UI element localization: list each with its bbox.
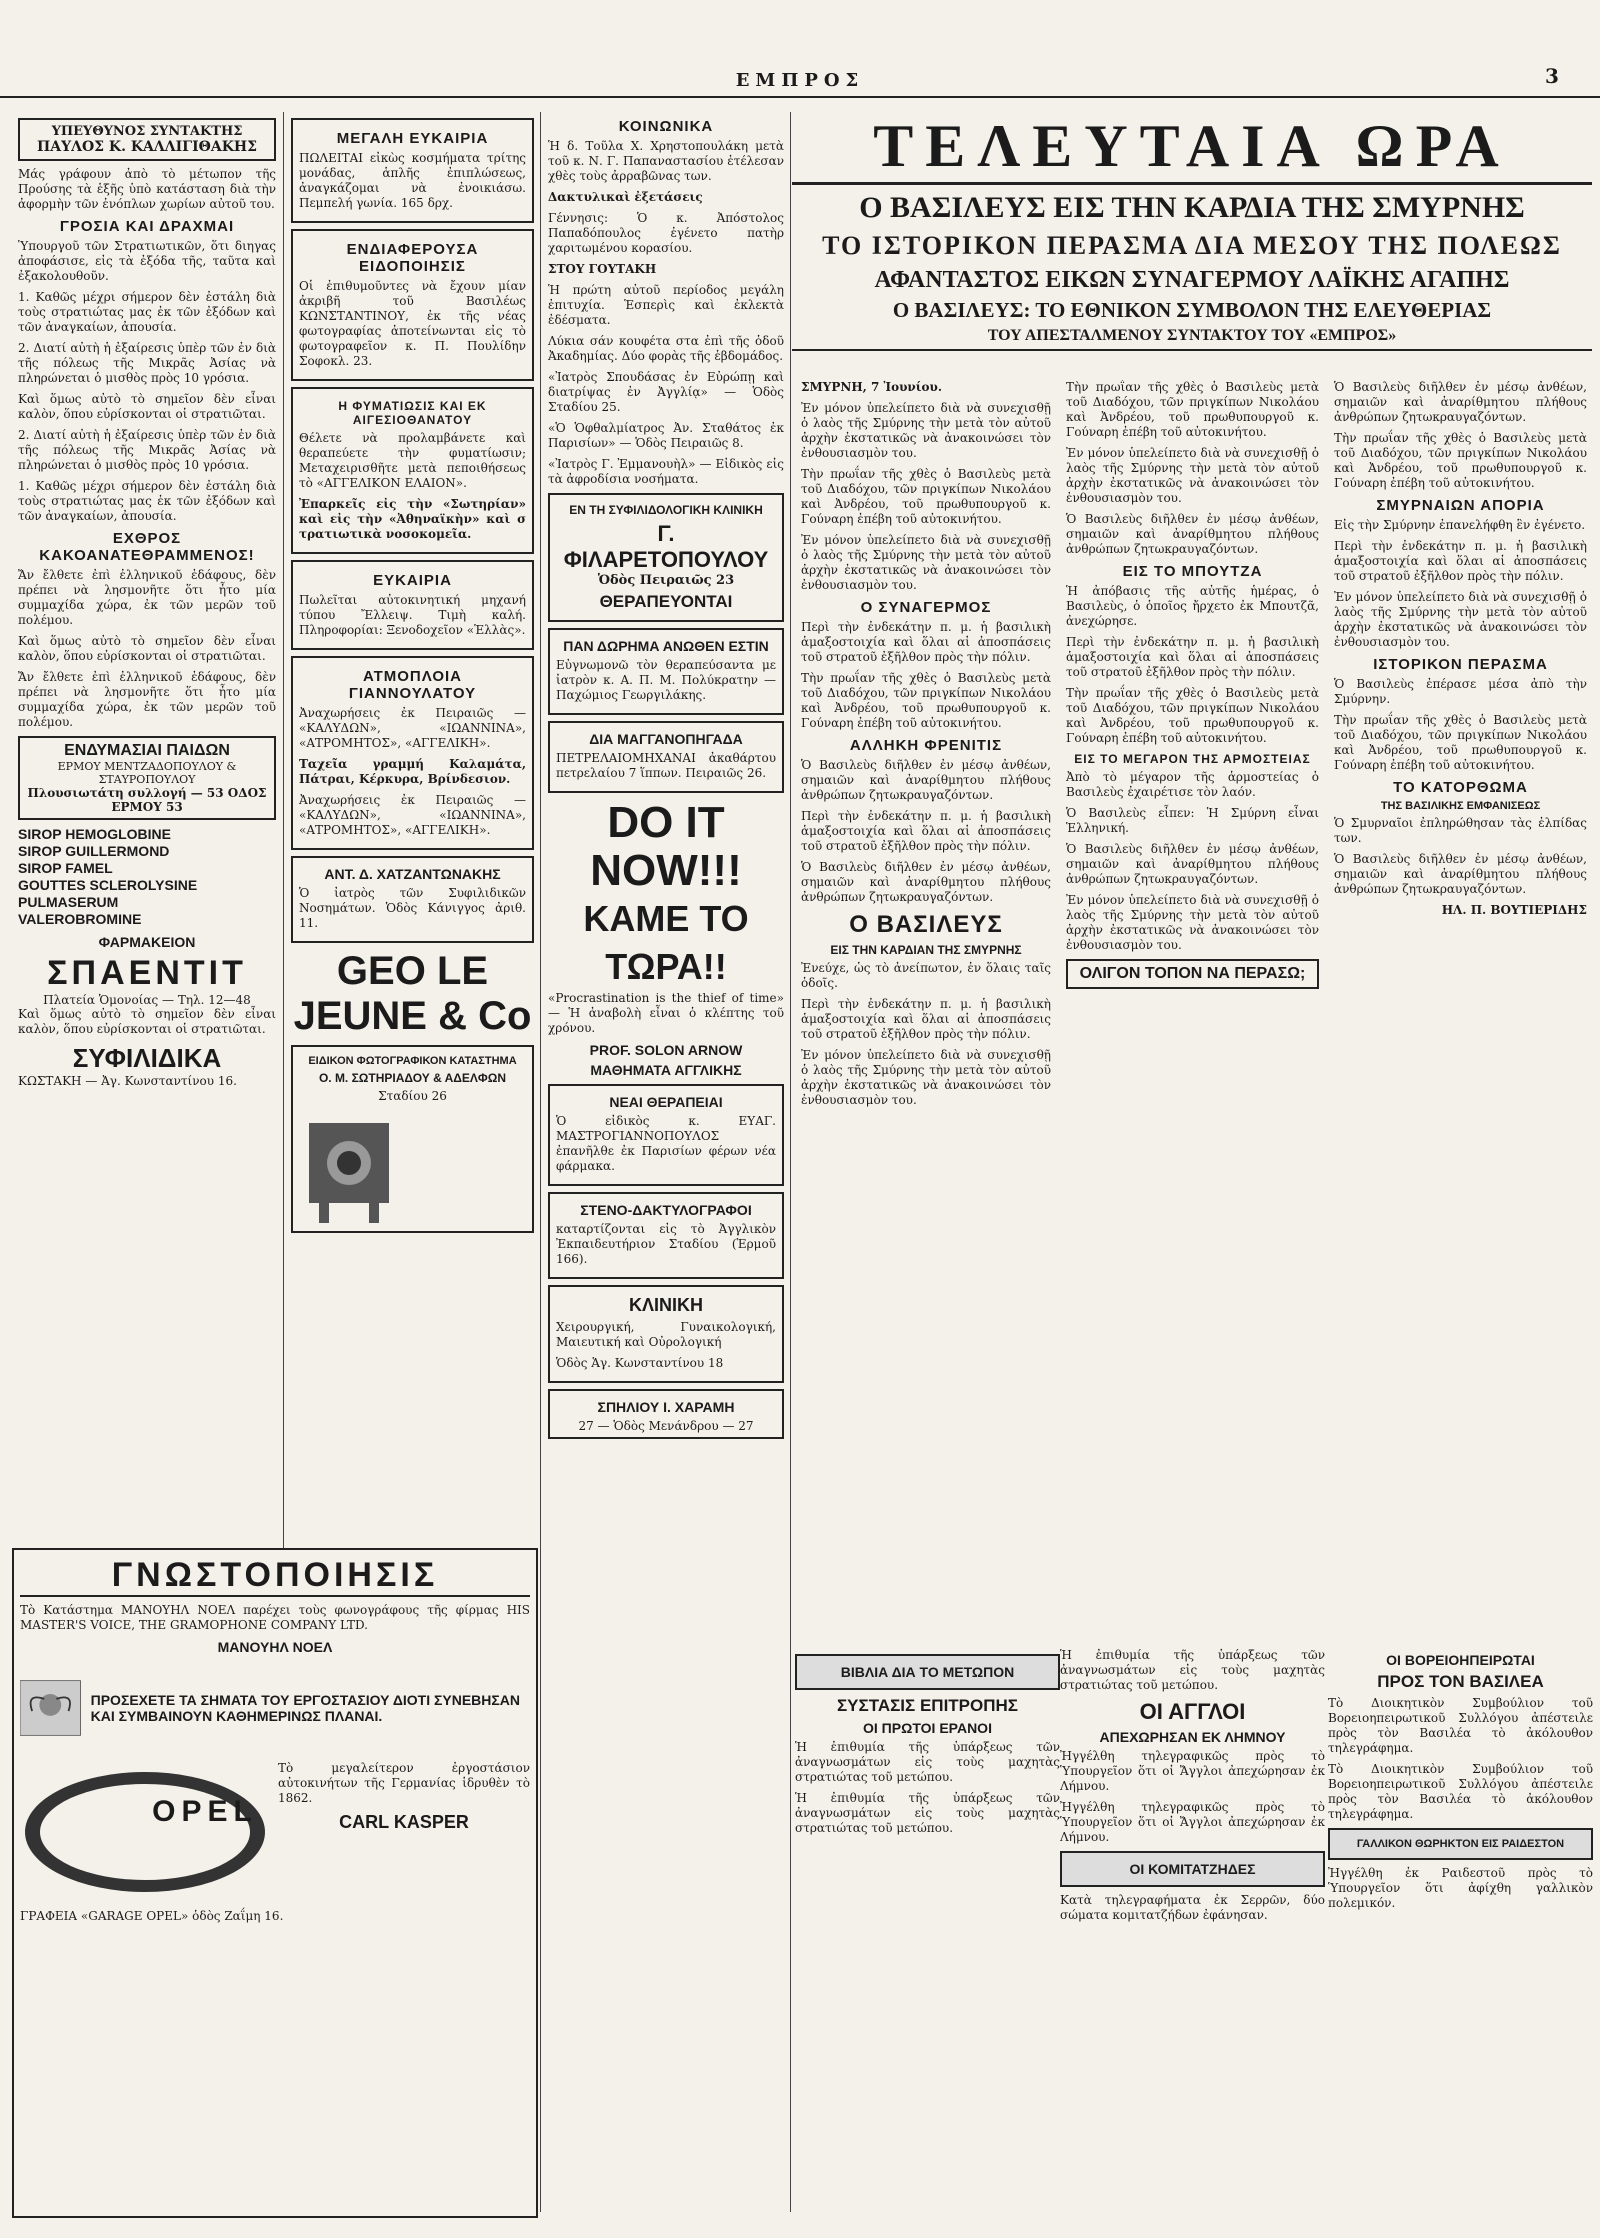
article-text: Κατὰ τηλεγραφήματα ἐκ Σερρῶν, δύο σώματα κομιτατζήδων ἐφάνησαν. — [1060, 1893, 1325, 1922]
ad-bargain — [291, 560, 534, 650]
ad-wells — [548, 721, 784, 793]
article-text: 1. Καθῶς μέχρι σήμερον δὲν ἐστάλη διὰ τοὺς στρατιώτας μας ἐκ τῶν ἐξόδων καὶ τῶν ἀναγκαίων, ἀπουσία. — [18, 479, 276, 523]
article-text: Ἐν μόνον ὑπελείπετο διὰ νὰ συνεχισθῇ ὁ λαὸς τῆς Σμύρνης τὴν μετὰ τὸν αὐτοῦ ἀρχὴν ἐκστατικῶς νὰ ἀνακοινώσει τὸν ἐνθουσιασμὸν του. — [1334, 590, 1587, 649]
ad-trademark-row — [20, 1663, 530, 1753]
headline-sub: ΤΟ ΙΣΤΟΡΙΚΟΝ ΠΕΡΑΣΜΑ ΔΙΑ ΜΕΣΟΥ ΤΗΣ ΠΟΛΕΩΣ — [822, 231, 1562, 260]
ad-name: Ο. Μ. ΣΩΤΗΡΙΑΔΟΥ & ΑΔΕΛΦΩΝ — [318, 1071, 507, 1085]
ad-dental — [548, 1389, 784, 1439]
opel-logo — [20, 1767, 270, 1897]
ad-heading: Η ΦΥΜΑΤΙΩΣΙΣ ΚΑΙ ΕΚ ΑΙΓΕΣΙΟΘΑΝΑΤΟΥ — [338, 399, 487, 427]
ad-gramophone-opel — [12, 1548, 538, 2218]
ad-text: ΠΕΤΡΕΛΑΙΟΜΗΧΑΝΑΙ ἀκαθάρτου πετρελαίου 7 ἵππων. Πειραιῶς 26. — [556, 751, 776, 780]
article-text: Ἠγγέλθη τηλεγραφικῶς πρὸς τὸ Ὑπουργεῖον ὅτι οἱ Ἄγγλοι ἀπεχώρησαν ἐκ Λήμνου. — [1060, 1800, 1325, 1844]
ad-address: Σταδίου 26 — [378, 1089, 447, 1103]
article-text: Ὁ Βασιλεὺς διῆλθεν ἐν μέσῳ ἀνθέων, σημαιῶν καὶ ἀναρίθμητου πλήθους ἀνθρώπων ζητωκραυγαζόντων. — [1334, 380, 1587, 424]
ad-line: Πλουσιωτάτη συλλογή — 53 ΟΔΟΣ ΕΡΜΟΥ 53 — [27, 786, 267, 814]
article-heading: ΑΛΛΗΚΗ ΦΡΕΝΙΤΙΣ — [849, 737, 1003, 754]
article-text: Ἐν μόνον ὑπελείπετο διὰ νὰ συνεχισθῇ ὁ λαὸς τῆς Σμύρνης τὴν μετὰ τὸν αὐτοῦ ἀρχὴν ἐκστατικῶς νὰ ἀνακοινώσει τὸν ἐνθουσιασμὸν του. — [801, 401, 1051, 460]
article-text: Τὴν πρωΐαν τῆς χθὲς ὁ Βασιλεὺς μετὰ τοῦ Διαδόχου, τῶν πριγκίπων Νικολάου καὶ Ἀνδρέου, τοῦ πρωθυπουργοῦ κ. Γούναρη ἐπέβη τοῦ αὐτοκινήτου. — [801, 671, 1051, 730]
article-subheading: ΕΙΣ ΤΗΝ ΚΑΡΔΙΑΝ ΤΗΣ ΣΜΥΡΝΗΣ — [830, 943, 1022, 957]
ad-text: Ἐπαρκεῖς εἰς τὴν «Σωτηρίαν» καὶ εἰς τὴν «Ἀθηναϊκὴν» καὶ σ τρατιωτικὰ νοσοκομεῖα. — [299, 497, 526, 541]
article-heading: ΒΙΒΛΙΑ ΔΙΑ ΤΟ ΜΕΤΩΠΟΝ — [840, 1664, 1015, 1680]
ad-address: Ὁδὸς Ἁγ. Κωνσταντίνου 18 — [556, 1356, 724, 1370]
pharmacy-item: PULMASERUM — [18, 894, 119, 910]
article-text: Τὸ Διοικητικὸν Συμβούλιον τοῦ Βορειοηπειρωτικοῦ Συλλόγου ἀπέστειλε πρὸς τὸν Βασιλέα τὸ ἀκόλουθον τηλεγράφημα. — [1328, 1696, 1593, 1755]
opel-logo-text: OPEL — [152, 1795, 258, 1828]
pharmacy-heading: ΦΑΡΜΑΚΕΙΟΝ — [98, 934, 196, 950]
ad-text: Ἀναχωρήσεις ἐκ Πειραιῶς — «ΚΑΛΥΔΩΝ», «ΙΩΑΝΝΙΝΑ», «ΑΤΡΟΜΗΤΟΣ», «ΑΓΓΕΛΙΚΗ». — [299, 706, 526, 750]
article-text: Ἡ πρώτη αὐτοῦ περίοδος μεγάλη ἐπιτυχία. Ἑσπερὶς καὶ ἐκλεκτὰ ἐδέσματα. — [548, 283, 784, 327]
ad-text: Ὁ ἰατρὸς τῶν Συφιλιδικῶν Νοσημάτων. Ὁδὸς Κάνιγγος ἀριθ. 11. — [299, 886, 526, 930]
pharmacy-item: SIROP HEMOGLOBINE — [18, 826, 171, 842]
article-heading: ΟΙ ΚΟΜΙΤΑΤΖΗΔΕΣ — [1129, 1861, 1256, 1877]
article-heading: ΕΙΣ ΤΟ ΜΕΓΑΡΟΝ ΤΗΣ ΑΡΜΟΣΤΕΙΑΣ — [1074, 752, 1311, 766]
article-text: Γέννησις: Ὁ κ. Ἀπόστολος Παπαδόπουλος ἐγένετο πατὴρ χαριτωμένου κορασίου. — [548, 211, 784, 255]
heading-box — [1328, 1828, 1593, 1860]
ad-text: ΠΩΛΕΙΤΑΙ εἰκὼς κοσμήματα τρίτης μονάδας, ἁπλῆς ἐπιπλώσεως, ἀναγκάζομαι νὰ ἐνοικιάσω. Πεμπελή γωνία. 165 δρχ. — [299, 151, 526, 210]
article-text: 2. Διατί αὐτὴ ἡ ἐξαίρεσις ὑπὲρ τῶν ἐν διὰ τῆς πόλεως τῆς Μικρᾶς Ἀσίας νὰ πληρώνεται ὁ μισθὸς πρὸς 10 γρόσια. — [18, 341, 276, 385]
ad-heading: ΝΕΑΙ ΘΕΡΑΠΕΙΑΙ — [609, 1094, 723, 1110]
ad-heading: ΜΕΓΑΛΗ ΕΥΚΑΙΡΙΑ — [336, 130, 489, 147]
article-subheading: ΤΗΣ ΒΑΣΙΛΙΚΗΣ ΕΜΦΑΝΙΣΕΩΣ — [1380, 800, 1541, 812]
article-heading: ΕΙΣ ΤΟ ΜΠΟΥΤΖΑ — [1122, 563, 1263, 580]
ad-heading: ΑΤΜΟΠΛΟΙΑ ΓΙΑΝΝΟΥΛΑΤΟΥ — [348, 668, 477, 702]
ad-text: Τὸ Κατάστημα ΜΑΝΟΥΗΛ ΝΟΕΛ παρέχει τοὺς φωνογράφους τῆς φίρμας HIS MASTER'S VOICE, THE GRAMOPHONE COMPANY LTD. — [20, 1603, 530, 1632]
pharmacy-address: Πλατεία Ὁμονοίας — Τηλ. 12—48 — [43, 993, 251, 1007]
ad-text: Πωλεῖται αὐτοκινητική μηχανή τύπου Ἔλλειψ. Τιμὴ καλή. Πληροφορίαι: Ξενοδοχεῖον «Ἑλλὰς». — [299, 593, 526, 637]
ad-stenography — [548, 1192, 784, 1279]
article-text: Περὶ τὴν ἐνδεκάτην π. μ. ἡ βασιλικὴ ἁμαξοστοιχία καὶ ὅλαι αἱ ἀποσπάσεις τοῦ στρατοῦ ἐξῆλθον πρὸς τὴν πόλιν. — [1066, 635, 1319, 679]
ad-tuberculosis — [291, 387, 534, 554]
ad-do-it-now-greek: ΚΑΜΕ ΤΟ ΤΩΡΑ!! — [583, 898, 749, 987]
ad-clinic-filaretopoulou — [548, 493, 784, 622]
main-headline-block — [792, 110, 1592, 351]
masthead-title: ΕΜΠΡΟΣ — [735, 70, 865, 91]
author-signature: ΗΛ. Π. ΒΟΥΤΙΕΡΙΔΗΣ — [1441, 903, 1587, 917]
article-text: Τὴν πρωΐαν τῆς χθὲς ὁ Βασιλεὺς μετὰ τοῦ Διαδόχου, τῶν πριγκίπων Νικολάου καὶ Ἀνδρέου, τοῦ πρωθυπουργοῦ κ. Γούναρη ἐπέβη τοῦ αὐτοκινήτου. — [1334, 713, 1587, 772]
ad-gift — [548, 628, 784, 715]
article-text: Ὁ Βασιλεὺς διῆλθεν ἐν μέσῳ ἀνθέων, σημαιῶν καὶ ἀναρίθμητου πλήθους ἀνθρώπων ζητωκραυγαζόντων. — [801, 860, 1051, 904]
books-article — [795, 1648, 1060, 2218]
main-headline: ΤΕΛΕΥΤΑΙΑ ΩΡΑ — [792, 110, 1592, 185]
ad-heading: ΓΝΩΣΤΟΠΟΙΗΣΙΣ — [20, 1556, 530, 1597]
article-text: Μάς γράφουν ἀπὸ τὸ μέτωπον τῆς Προύσης τὰ ἑξῆς ὑπὸ κατάσταση διὰ τὴν ἀφορμὴν τῶν ἐνόπλων χωρίων αὐτοῦ του. — [18, 167, 276, 211]
article-text: Περὶ τὴν ἐνδεκάτην π. μ. ἡ βασιλικὴ ἁμαξοστοιχία καὶ ὅλαι αἱ ἀποσπάσεις τοῦ στρατοῦ ἐξῆλθον πρὸς τὴν πόλιν. — [801, 809, 1051, 853]
headline-sub: Ο ΒΑΣΙΛΕΥΣ ΕΙΣ ΤΗΝ ΚΑΡΔΙΑ ΤΗΣ ΣΜΥΡΝΗΣ — [859, 191, 1525, 224]
ad-childrens-clothing — [18, 736, 276, 820]
ad-professor: PROF. SOLON ARNOW — [589, 1042, 743, 1058]
ad-steamships — [291, 656, 534, 850]
ad-clinic — [548, 1285, 784, 1383]
ad-text: Εὐγνωμονῶ τὸν θεραπεύσαντα με ἰατρὸν κ. Α. Π. Μ. Πολύκρατην — Παχώμιος Γεωργιλάκης. — [556, 658, 776, 702]
article-subheading: ΟΙ ΠΡΩΤΟΙ ΕΡΑΝΟΙ — [863, 1720, 992, 1736]
ad-footer: ΓΡΑΦΕΙΑ «GARAGE OPEL» ὁδὸς Ζαΐμη 16. — [20, 1909, 284, 1923]
syphilis-ad-heading: ΣΥΦΙΛΙΔΙΚΑ — [72, 1043, 222, 1073]
ad-address: 27 — Ὁδὸς Μενάνδρου — 27 — [578, 1419, 754, 1433]
article-text: Τὴν πρωΐαν τῆς χθὲς ὁ Βασιλεὺς μετὰ τοῦ Διαδόχου, τῶν πριγκίπων Νικολάου καὶ Ἀνδρέου, τοῦ πρωθυπουργοῦ κ. Γούναρη ἐπέβη τοῦ αὐτοκινήτου. — [1066, 380, 1319, 439]
article-text: Ἐν μόνον ὑπελείπετο διὰ νὰ συνεχισθῇ ὁ λαὸς τῆς Σμύρνης τὴν μετὰ τὸν αὐτοῦ ἀρχὴν ἐκστατικῶς νὰ ἀνακοινώσει τὸν ἐνθουσιασμὸν του. — [801, 533, 1051, 592]
article-text: Ὑπουργοῦ τῶν Στρατιωτικῶν, ὅτι διηγας ἀποφάσισε, εἰς τὰ ἐξόδα τῆς, ταῦτα καὶ ἐξακολουθοῦν. — [18, 239, 276, 283]
article-text: Ἠγγέλθη ἐκ Ραιδεστοῦ πρὸς τὸ Ὑπουργεῖον ὅτι ἀφίχθη γαλλικὸν πολεμικόν. — [1328, 1866, 1593, 1910]
pharmacy-item: SIROP FAMEL — [18, 860, 113, 876]
cherub-icon — [20, 1663, 81, 1753]
article-text: Τὴν πρωΐαν τῆς χθὲς ὁ Βασιλεὺς μετὰ τοῦ Διαδόχου, τῶν πριγκίπων Νικολάου καὶ Ἀνδρέου, τοῦ πρωθυπουργοῦ κ. Γούναρη ἐπέβη τοῦ αὐτοκινήτου. — [1066, 686, 1319, 745]
article-heading: ΕΧΘΡΟΣ ΚΑΚΟΑΝΑΤΕΘΡΑΜΜΕΝΟΣ! — [39, 530, 255, 564]
ad-heading: ΣΤΕΝΟ-ΔΑΚΤΥΛΟΓΡΑΦΟΙ — [580, 1202, 752, 1218]
article-text: Καὶ ὅμως αὐτὸ τὸ σημεῖον δὲν εἶναι καλὸν, ὅπου εὐρίσκονται οἱ στρατιῶται. — [18, 392, 276, 421]
ad-text: «Procrastination is the thief of time» — Ἡ ἀναβολὴ εἶναι ὁ κλέπτης τοῦ χρόνου. — [548, 991, 784, 1035]
article-heading: ΟΙ ΒΟΡΕΙΟΗΠΕΙΡΩΤΑΙ — [1386, 1652, 1535, 1668]
ad-new-therapies — [548, 1084, 784, 1186]
ad-text: Τὸ μεγαλείτερον ἐργοστάσιον αὐτοκινήτων τῆς Γερμανίας ἱδρυθὲν τὸ 1862. — [278, 1761, 530, 1805]
column-rule — [540, 112, 541, 2212]
article-text: «Ἰατρὸς Γ. Ἐμμανουὴλ» — Εἰδικὸς εἰς τὰ ἀφροδίσια νοσήματα. — [548, 457, 784, 486]
article-heading: ΓΡΟΣΙΑ ΚΑΙ ΔΡΑΧΜΑΙ — [59, 218, 235, 235]
ad-notice — [291, 229, 534, 381]
article-text: Ἡ ἀπόβασις τῆς αὐτῆς ἡμέρας, ὁ Βασιλεὺς, ὁ ὁποῖος ἤρχετο ἐκ Μπουτζᾶ, ἀνεχώρησε. — [1066, 584, 1319, 628]
ad-do-it-now: DO IT NOW!!! — [590, 798, 742, 895]
article-text: Τὸ Διοικητικὸν Συμβούλιον τοῦ Βορειοηπειρωτικοῦ Συλλόγου ἀπέστειλε πρὸς τὸν Βασιλέα τὸ ἀκόλουθον τηλεγράφημα. — [1328, 1762, 1593, 1821]
ad-lessons: ΜΑΘΗΜΑΤΑ ΑΓΓΛΙΚΗΣ — [590, 1062, 742, 1078]
article-heading: ΓΑΛΛΙΚΟΝ ΘΩΡΗΚΤΟΝ ΕΙΣ ΡΑΙΔΕΣΤΟΝ — [1356, 1838, 1565, 1850]
pharmacy-list — [18, 826, 276, 928]
ad-text: Ἀναχωρήσεις ἐκ Πειραιῶς — «ΚΑΛΥΔΩΝ», «ΙΩΑΝΝΙΝΑ», «ΑΤΡΟΜΗΤΟΣ», «ΑΓΓΕΛΙΚΗ». — [299, 793, 526, 837]
ad-address: Ὁδὸς Πειραιῶς 23 — [597, 573, 735, 588]
article-text: Ἡ δ. Τοῦλα Χ. Χρηστοπουλάκη μετὰ τοῦ κ. Ν. Γ. Παπαναστασίου ἐτέλεσαν χθὲς τοὺς ἀρραβῶνας των. — [548, 139, 784, 183]
article-text: Περὶ τὴν ἐνδεκάτην π. μ. ἡ βασιλικὴ ἁμαξοστοιχία καὶ ὅλαι αἱ ἀποσπάσεις τοῦ στρατοῦ ἐξῆλθον πρὸς τὴν πόλιν. — [1334, 539, 1587, 583]
article-heading: Ο ΣΥΝΑΓΕΡΜΟΣ — [860, 599, 992, 616]
pharmacy-name: ΣΠΑΕΝΤΙΤ — [47, 954, 247, 992]
syphilis-ad-text: ΚΩΣΤΑΚΗ — Ἀγ. Κωνσταντίνου 16. — [18, 1074, 237, 1088]
ad-heading: ΚΛΙΝΙΚΗ — [628, 1295, 703, 1315]
article-text: Περὶ τὴν ἐνδεκάτην π. μ. ἡ βασιλικὴ ἁμαξοστοιχία καὶ ὅλαι αἱ ἀποσπάσεις τοῦ στρατοῦ ἐξῆλθον πρὸς τὴν πόλιν. — [801, 620, 1051, 664]
article-text: Περὶ τὴν ἐνδεκάτην π. μ. ἡ βασιλικὴ ἁμαξοστοιχία καὶ ὅλαι αἱ ἀποσπάσεις τοῦ στρατοῦ ἐξῆλθον πρὸς τὴν πόλιν. — [801, 997, 1051, 1041]
ad-heading: ΠΑΝ ΔΩΡΗΜΑ ΑΝΩΘΕΝ ΕΣΤΙΝ — [563, 638, 769, 654]
section-heading: ΚΟΙΝΩΝΙΚΑ — [618, 118, 714, 135]
ad-text: Ταχεῖα γραμμή Καλαμάτα, Πάτραι, Κέρκυρα, Βρίνδεσιον. — [299, 757, 526, 786]
byline-name: ΠΑΥΛΟΣ Κ. ΚΑΛΛΙΓΙΘΑΚΗΣ — [37, 139, 257, 155]
ad-text: Θέλετε νὰ προλαμβάνετε καὶ θεραπεύετε τὴν φυματίωσιν; Μεταχειρισθῆτε μετὰ πεποιθήσεως τὸ «ΑΓΓΕΛΙΚΟΝ ΕΛΑΙΟΝ». — [299, 431, 526, 490]
headline-sub: ΑΦΑΝΤΑΣΤΟΣ ΕΙΚΩΝ ΣΥΝΑΓΕΡΜΟΥ ΛΑΪΚΗΣ ΑΓΑΠΗΣ — [874, 267, 1510, 293]
ad-opel-text-block — [278, 1761, 530, 1903]
page-number: 3 — [1545, 64, 1559, 88]
ad-warning: ΠΡΟΣΕΧΕΤΕ ΤΑ ΣΗΜΑΤΑ ΤΟΥ ΕΡΓΟΣΤΑΣΙΟΥ ΔΙΟΤΙ ΣΥΝΕΒΗΣΑΝ ΚΑΙ ΣΥΜΒΑΙΝΟΥΝ ΚΑΘΗΜΕΡΙΝΩΣ ΠΛΑΝΑΙ. — [90, 1692, 521, 1724]
callout-box: ΟΛΙΓΟΝ ΤΟΠΟΝ ΝΑ ΠΕΡΑΣΩ; — [1066, 959, 1319, 989]
article-text: Τὴν πρωΐαν τῆς χθὲς ὁ Βασιλεὺς μετὰ τοῦ Διαδόχου, τῶν πριγκίπων Νικολάου καὶ Ἀνδρέου, τοῦ πρωθυπουργοῦ κ. Γούναρη ἐπέβη τοῦ αὐτοκινήτου. — [1334, 431, 1587, 490]
column-3 — [542, 112, 790, 2222]
dateline: ΣΜΥΡΝΗ, 7 Ἰουνίου. — [801, 380, 943, 394]
pharmacy-item: VALEROBROMINE — [18, 911, 142, 927]
pharmacy-item: SIROP GUILLERMOND — [18, 843, 170, 859]
article-heading: ΣΤΟΥ ΓΟΥΤΑΚΗ — [548, 262, 657, 276]
article-text: Ἄν ἔλθετε ἐπὶ ἐλληνικοῦ ἐδάφους, δὲν πρέπει νὰ λησμονῆτε ὅτι ἦτο μία συμμαχίδα χώρα, ἐκ τῶν μερῶν τοῦ πολέμου. — [18, 670, 276, 729]
article-text: Ὁ Βασιλεὺς διῆλθεν ἐν μέσῳ ἀνθέων, σημαιῶν καὶ ἀναρίθμητου πλήθους ἀνθρώπων ζητωκραυγαζόντων. — [1066, 512, 1319, 556]
article-text: 1. Καθῶς μέχρι σήμερον δὲν ἐστάλη διὰ τοὺς στρατιώτας μας ἐκ τῶν ἐξόδων καὶ τῶν ἀναγκαίων, ἀπουσία. — [18, 290, 276, 334]
article-text: Ὁ Βασιλεὺς εἶπεν: Ἡ Σμύρνη εἶναι Ἑλληνική. — [1066, 806, 1319, 835]
article-heading: ΟΙ ΑΓΓΛΟΙ — [1139, 1699, 1246, 1724]
article-text: Ὁ Σμυρναῖοι ἐπληρώθησαν τὰς ἐλπίδας των. — [1334, 816, 1587, 845]
headline-sub: Ο ΒΑΣΙΛΕΥΣ: ΤΟ ΕΘΝΙΚΟΝ ΣΥΜΒΟΛΟΝ ΤΗΣ ΕΛΕΥΘΕΡΙΑΣ — [892, 298, 1492, 322]
article-heading: ΣΜΥΡΝΑΙΩΝ ΑΠΟΡΙΑ — [1376, 497, 1545, 514]
ad-heading: ΕΝΔΙΑΦΕΡΟΥΣΑ ΕΙΔΟΠΟΙΗΣΙΣ — [346, 241, 479, 275]
article-text: Ἡ ἐπιθυμία τῆς ὑπάρξεως τῶν ἀναγνωσμάτων εἰς τοὺς μαχητὰς στρατιώτας τοῦ μετώπου. — [1060, 1648, 1325, 1692]
article-text: Ἠγγέλθη τηλεγραφικῶς πρὸς τὸ Ὑπουργεῖον ὅτι οἱ Ἄγγλοι ἀπεχώρησαν ἐκ Λήμνου. — [1060, 1749, 1325, 1793]
article-subheading: ΑΠΕΧΩΡΗΣΑΝ ΕΚ ΛΗΜΝΟΥ — [1099, 1729, 1286, 1745]
ad-subtitle: ΕΡΜΟΥ ΜΕΝΤΖΑΔΟΠΟΥΛΟΥ & ΣΤΑΥΡΟΠΟΥΛΟΥ — [57, 760, 237, 786]
article-text: Καὶ ὅμως αὐτὸ τὸ σημεῖον δὲν εἶναι καλὸν, ὅπου εὐρίσκονται οἱ στρατιῶται. — [18, 1007, 276, 1036]
article-text: «Ἰατρὸς Σπουδάσας ἐν Εὐρώπῃ καὶ διατρίψας ἐν Ἀγγλίᾳ» — Ὁδὸς Σταδίου 25. — [548, 370, 784, 414]
ad-title: ΕΝΔΥΜΑΣΙΑΙ ΠΑΙΔΩΝ — [64, 742, 230, 759]
byline-box — [18, 118, 276, 161]
article-text: Ἄν ἔλθετε ἐπὶ ἐλληνικοῦ ἐδάφους, δὲν πρέπει νὰ λησμονῆτε ὅτι ἦτο μία συμμαχίδα χώρα, ἐκ τῶν μερῶν τοῦ πολέμου. — [18, 568, 276, 627]
ad-opportunity — [291, 118, 534, 223]
ad-heading: ΕΙΔΙΚΟΝ ΦΩΤΟΓΡΑΦΙΚΟΝ ΚΑΤΑΣΤΗΜΑ — [308, 1055, 517, 1067]
article-text: Ὁ Βασιλεὺς διῆλθεν ἐν μέσῳ ἀνθέων, σημαιῶν καὶ ἀναρίθμητου πλήθους ἀνθρώπων ζητωκραυγαζόντων. — [801, 758, 1051, 802]
ad-doctor — [291, 856, 534, 943]
ad-heading: ΑΝΤ. Δ. ΧΑΤΖΑΝΤΩΝΑΚΗΣ — [324, 866, 501, 882]
ad-heading: ΕΝ ΤΗ ΣΥΦΙΛΙΔΟΛΟΓΙΚΗ ΚΛΙΝΙΚΗ — [569, 503, 763, 517]
byline-role: ΥΠΕΥΘΥΝΟΣ ΣΥΝΤΑΚΤΗΣ — [51, 124, 243, 139]
ad-subheading: ΘΕΡΑΠΕΥΟΝΤΑΙ — [599, 592, 733, 611]
ad-text: Ὁ εἰδικὸς κ. ΕΥΑΓ. ΜΑΣΤΡΟΓΙΑΝΝΟΠΟΥΛΟΣ ἐπανῆλθε ἐκ Παρισίων φέρων νέα φάρμακα. — [556, 1114, 776, 1173]
article-text: Ἡ ἐπιθυμία τῆς ὑπάρξεως τῶν ἀναγνωσμάτων εἰς τοὺς μαχητὰς στρατιώτας τοῦ μετώπου. — [795, 1740, 1060, 1784]
camera-icon — [299, 1103, 399, 1223]
ad-photo-store — [291, 1045, 534, 1233]
ad-text: Οἱ ἐπιθυμοῦντες νὰ ἔχουν μίαν ἀκριβῆ τοῦ Βασιλέως ΚΩΝΣΤΑΝΤΙΝΟΥ, ἐκ τῆς νέας φωτογραφίας ἀποτείνωνται εἰς τὸ φωτογραφεῖον κ. Π. Πουλίδην Σοφοκλ. 23. — [299, 279, 526, 368]
article-text: 2. Διατί αὐτὴ ἡ ἐξαίρεσις ὑπὲρ τῶν ἐν διὰ τῆς πόλεως τῆς Μικρᾶς Ἀσίας νὰ πληρώνεται ὁ μισθὸς πρὸς 10 γρόσια. — [18, 428, 276, 472]
ad-heading: ΕΥΚΑΙΡΙΑ — [373, 572, 452, 589]
heading-box — [1060, 1851, 1325, 1887]
article-subheading: ΣΥΣΤΑΣΙΣ ΕΠΙΤΡΟΠΗΣ — [836, 1696, 1019, 1715]
pharmacy-item: GOUTTES SCLEROLYSINE — [18, 877, 198, 893]
article-text: Ἐν μόνον ὑπελείπετο διὰ νὰ συνεχισθῇ ὁ λαὸς τῆς Σμύρνης τὴν μετὰ τὸν αὐτοῦ ἀρχὴν ἐκστατικῶς νὰ ἀνακοινώσει τὸν ἐνθουσιασμὸν του. — [1066, 446, 1319, 505]
article-heading: Δακτυλικαὶ ἐξετάσεις — [548, 190, 703, 204]
ad-heading: ΣΠΗΛΙΟΥ Ι. ΧΑΡΑΜΗ — [597, 1399, 735, 1415]
article-text: Ὁ Βασιλεὺς διῆλθεν ἐν μέσῳ ἀνθέων, σημαιῶν καὶ ἀναρίθμητου πλήθους ἀνθρώπων ζητωκραυγαζόντων. — [1066, 842, 1319, 886]
column-rule — [790, 112, 791, 2212]
article-text: Ἀπὸ τὸ μέγαρον τῆς ἁρμοστείας ὁ Βασιλεὺς ἐχαιρέτισε τὸν λαόν. — [1066, 770, 1319, 799]
masthead-rule — [0, 96, 1600, 98]
ad-opel-row — [20, 1761, 530, 1903]
article-text: Ὁ Βασιλεὺς ἐπέρασε μέσα ἀπὸ τὴν Σμύρνην. — [1334, 677, 1587, 706]
article-text: Ἐν μόνον ὑπελείπετο διὰ νὰ συνεχισθῇ ὁ λαὸς τῆς Σμύρνης τὴν μετὰ τὸν αὐτοῦ ἀρχὴν ἐκστατικῶς νὰ ἀνακοινώσει τὸν ἐνθουσιασμὸν του. — [801, 1048, 1051, 1107]
english-article — [1060, 1648, 1325, 2218]
ad-representative: CARL KASPER — [339, 1812, 469, 1832]
article-heading: Ο ΒΑΣΙΛΕΥΣ — [849, 911, 1003, 938]
heading-box — [795, 1654, 1060, 1690]
article-text: Ἡ ἐπιθυμία τῆς ὑπάρξεως τῶν ἀναγνωσμάτων εἰς τοὺς μαχητὰς στρατιώτας τοῦ μετώπου. — [795, 1791, 1060, 1835]
article-heading: ΙΣΤΟΡΙΚΟΝ ΠΕΡΑΣΜΑ — [1373, 656, 1548, 673]
article-text: Τὴν πρωΐαν τῆς χθὲς ὁ Βασιλεὺς μετὰ τοῦ Διαδόχου, τῶν πριγκίπων Νικολάου καὶ Ἀνδρέου, τοῦ πρωθυπουργοῦ κ. Γούναρη ἐπέβη τοῦ αὐτοκινήτου. — [801, 467, 1051, 526]
ad-name: ΜΑΝΟΥΗΛ ΝΟΕΛ — [217, 1639, 333, 1655]
ad-heading: ΔΙΑ ΜΑΓΓΑΝΟΠΗΓΑΔΑ — [589, 731, 743, 747]
article-text: «Ὁ Ὁφθαλμίατρος Ἀν. Σταθάτος ἐκ Παρισίων» — Ὁδὸς Πειραιῶς 8. — [548, 421, 784, 450]
article-subheading: ΠΡΟΣ ΤΟΝ ΒΑΣΙΛΕΑ — [1377, 1672, 1544, 1691]
ad-geo-le-jeune: GEO LE JEUNE & Co — [293, 949, 532, 1038]
article-heading: ΤΟ ΚΑΤΟΡΘΩΜΑ — [1393, 779, 1528, 796]
headline-byline: ΤΟΥ ΑΠΕΣΤΑΛΜΕΝΟΥ ΣΥΝΤΑΚΤΟΥ ΤΟΥ «ΕΜΠΡΟΣ» — [792, 327, 1592, 351]
article-text: Λύκια σάν κουφέτα στα ἐπὶ τῆς ὁδοῦ Ἀκαδημίας. Δύο φορὰς τῆς ἑβδομάδος. — [548, 334, 784, 363]
ad-text: καταρτίζονται εἰς τὸ Ἀγγλικὸν Ἐκπαιδευτήριον Σταδίου (Ἑρμοῦ 166). — [556, 1222, 776, 1266]
article-text: Ὁ Βασιλεὺς διῆλθεν ἐν μέσῳ ἀνθέων, σημαιῶν καὶ ἀναρίθμητου πλήθους ἀνθρώπων ζητωκραυγαζόντων. — [1334, 852, 1587, 896]
article-text: Καὶ ὅμως αὐτὸ τὸ σημεῖον δὲν εἶναι καλὸν, ὅπου εὐρίσκονται οἱ στρατιῶται. — [18, 634, 276, 663]
ad-name: Γ. ΦΙΛΑΡΕΤΟΠΟΥΛΟΥ — [563, 521, 769, 572]
article-text: Εἰς τὴν Σμύρνην ἐπανελήφθη ἓν ἐγένετο. — [1334, 518, 1586, 532]
epirus-article — [1328, 1648, 1593, 2218]
article-text: Ἐν μόνον ὑπελείπετο διὰ νὰ συνεχισθῇ ὁ λαὸς τῆς Σμύρνης τὴν μετὰ τὸν αὐτοῦ ἀρχὴν ἐκστατικῶς νὰ ἀνακοινώσει τὸν ἐνθουσιασμὸν του. — [1066, 893, 1319, 952]
ad-text: Χειρουργική, Γυναικολογική, Μαιευτική καὶ Οὐρολογική — [556, 1320, 776, 1349]
article-text: Ἐνεύχε, ὡς τὸ ἀνείπωτον, ἐν ὅλαις ταῖς ὁδοῖς. — [801, 961, 1051, 990]
